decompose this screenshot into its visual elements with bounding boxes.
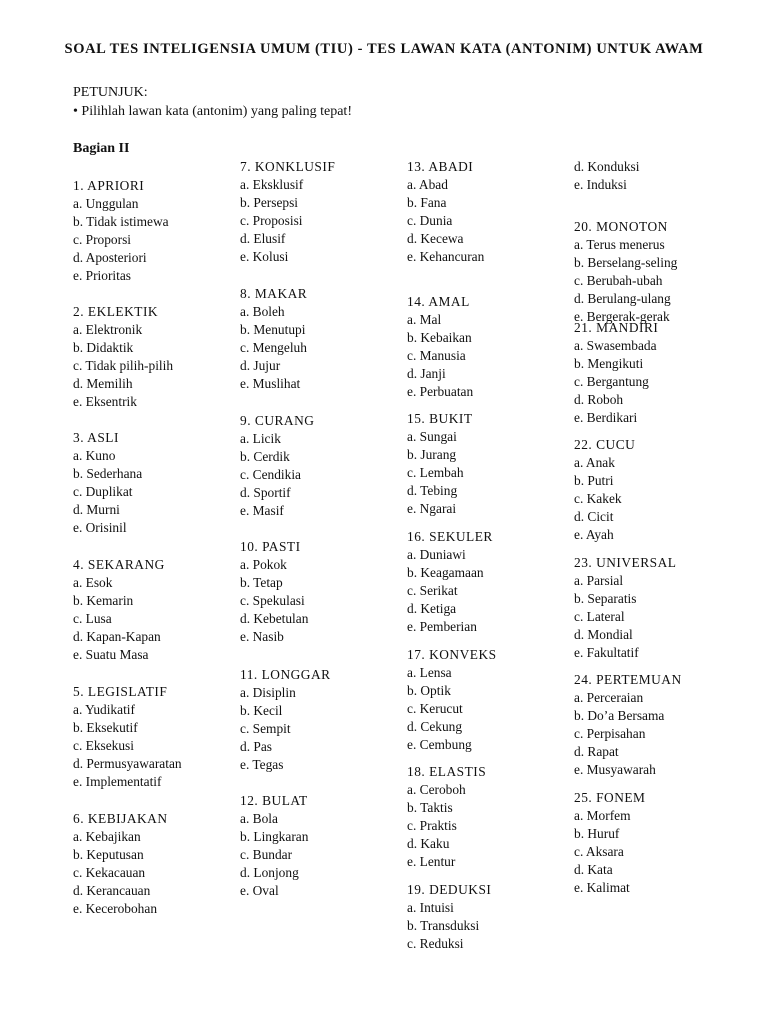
question-7 — [240, 158, 410, 267]
question-5-option-c: c. Eksekusi — [73, 738, 134, 754]
question-6-option-d: d. Kerancauan — [73, 883, 151, 899]
question-23-option-e: e. Fakultatif — [574, 645, 639, 661]
question-14 — [407, 293, 577, 402]
question-17-option-d: d. Cekung — [407, 719, 463, 735]
question-21-option-d: d. Roboh — [574, 392, 624, 408]
question-7-option-b: b. Persepsi — [240, 195, 299, 211]
question-12-option-a: a. Bola — [240, 811, 278, 827]
question-19-continued — [574, 158, 744, 194]
question-20-option-a: a. Terus menerus — [574, 237, 665, 253]
question-12-option-d: d. Lonjong — [240, 865, 299, 881]
question-19 — [407, 881, 577, 953]
question-2-option-b: b. Didaktik — [73, 340, 134, 356]
question-6-option-a: a. Kebajikan — [73, 829, 141, 845]
question-23-option-a: a. Parsial — [574, 573, 624, 589]
question-24-option-b: b. Do’a Bersama — [574, 708, 665, 724]
question-8 — [240, 285, 410, 394]
instructions-item: • Pilihlah lawan kata (antonim) yang paling tepat! — [73, 104, 352, 119]
question-15-option-d: d. Tebing — [407, 483, 458, 499]
question-13-option-a: a. Abad — [407, 177, 448, 193]
instructions-label: PETUNJUK: — [73, 85, 148, 100]
question-8-option-d: d. Jujur — [240, 358, 281, 374]
question-18-option-e: e. Lentur — [407, 854, 456, 870]
question-15-option-b: b. Jurang — [407, 447, 457, 463]
question-14-option-b: b. Kebaikan — [407, 330, 472, 346]
question-17 — [407, 646, 577, 755]
question-22 — [574, 436, 744, 545]
question-21-option-b: b. Mengikuti — [574, 356, 644, 372]
question-11-option-b: b. Kecil — [240, 703, 283, 719]
question-2 — [73, 303, 243, 412]
question-4-option-c: c. Lusa — [73, 611, 112, 627]
question-4-option-a: a. Esok — [73, 575, 113, 591]
question-25-option-b: b. Huruf — [574, 826, 620, 842]
question-9-option-b: b. Cerdik — [240, 449, 290, 465]
question-16-option-c: c. Serikat — [407, 583, 458, 599]
question-1-option-e: e. Prioritas — [73, 268, 132, 284]
question-3-option-d: d. Murni — [73, 502, 120, 518]
question-2-option-e: e. Eksentrik — [73, 394, 137, 410]
question-15-word: 15. BUKIT — [407, 411, 473, 426]
question-10-option-d: d. Kebetulan — [240, 611, 309, 627]
question-8-option-a: a. Boleh — [240, 304, 285, 320]
question-11-option-e: e. Tegas — [240, 757, 284, 773]
question-9-option-c: c. Cendikia — [240, 467, 301, 483]
question-13-option-d: d. Kecewa — [407, 231, 464, 247]
question-13-option-b: b. Fana — [407, 195, 447, 211]
question-17-option-b: b. Optik — [407, 683, 451, 699]
question-17-option-e: e. Cembung — [407, 737, 472, 753]
question-9-option-d: d. Sportif — [240, 485, 291, 501]
question-11-option-d: d. Pas — [240, 739, 272, 755]
question-2-option-a: a. Elektronik — [73, 322, 143, 338]
question-18-option-d: d. Kaku — [407, 836, 450, 852]
question-15 — [407, 410, 577, 519]
question-10-option-c: c. Spekulasi — [240, 593, 305, 609]
question-19-option-b: b. Transduksi — [407, 918, 480, 934]
question-20-option-b: b. Berselang-seling — [574, 255, 678, 271]
question-2-option-c: c. Tidak pilih-pilih — [73, 358, 174, 374]
question-2-option-d: d. Memilih — [73, 376, 133, 392]
question-11-word: 11. LONGGAR — [240, 667, 331, 682]
question-20-option-e: e. Bergerak-gerak — [574, 309, 670, 325]
question-8-option-c: c. Mengeluh — [240, 340, 307, 356]
question-12-option-c: c. Bundar — [240, 847, 293, 863]
question-21 — [574, 319, 744, 428]
question-19-option-a: a. Intuisi — [407, 900, 454, 916]
question-5-option-b: b. Eksekutif — [73, 720, 138, 736]
question-20-option-d: d. Berulang-ulang — [574, 291, 671, 307]
question-23-option-b: b. Separatis — [574, 591, 637, 607]
question-22-option-c: c. Kakek — [574, 491, 622, 507]
question-5-option-d: d. Permusyawaratan — [73, 756, 182, 772]
question-12 — [240, 792, 410, 901]
question-25-option-d: d. Kata — [574, 862, 613, 878]
question-21-option-a: a. Swasembada — [574, 338, 657, 354]
question-7-option-d: d. Elusif — [240, 231, 286, 247]
question-25-option-c: c. Aksara — [574, 844, 624, 860]
question-5-word: 5. LEGISLATIF — [73, 684, 168, 699]
question-1-word: 1. APRIORI — [73, 178, 145, 193]
question-13-word: 13. ABADI — [407, 159, 474, 174]
question-1-option-d: d. Aposteriori — [73, 250, 147, 266]
question-7-option-a: a. Eksklusif — [240, 177, 304, 193]
question-22-option-e: e. Ayah — [574, 527, 614, 543]
question-7-word: 7. KONKLUSIF — [240, 159, 336, 174]
question-15-option-a: a. Sungai — [407, 429, 457, 445]
question-23-option-c: c. Lateral — [574, 609, 625, 625]
question-18-option-c: c. Praktis — [407, 818, 457, 834]
question-22-word: 22. CUCU — [574, 437, 636, 452]
question-24-option-e: e. Musyawarah — [574, 762, 656, 778]
question-14-option-a: a. Mal — [407, 312, 442, 328]
question-7-option-e: e. Kolusi — [240, 249, 289, 265]
question-2-word: 2. EKLEKTIK — [73, 304, 159, 319]
question-13-option-e: e. Kehancuran — [407, 249, 485, 265]
question-13 — [407, 158, 577, 267]
question-24-word: 24. PERTEMUAN — [574, 672, 682, 687]
question-13-option-c: c. Dunia — [407, 213, 453, 229]
question-16-word: 16. SEKULER — [407, 529, 493, 544]
question-4-option-e: e. Suatu Masa — [73, 647, 149, 663]
question-8-word: 8. MAKAR — [240, 286, 308, 301]
question-21-option-e: e. Berdikari — [574, 410, 638, 426]
question-3 — [73, 429, 243, 538]
question-3-word: 3. ASLI — [73, 430, 119, 445]
question-22-option-a: a. Anak — [574, 455, 615, 471]
question-3-option-b: b. Sederhana — [73, 466, 143, 482]
question-14-word: 14. AMAL — [407, 294, 470, 309]
question-11 — [240, 666, 410, 775]
question-19-option-d: d. Konduksi — [574, 159, 640, 174]
question-18-option-b: b. Taktis — [407, 800, 453, 816]
question-5 — [73, 683, 243, 792]
question-3-option-c: c. Duplikat — [73, 484, 133, 500]
question-24-option-d: d. Rapat — [574, 744, 619, 760]
question-15-option-c: c. Lembah — [407, 465, 464, 481]
question-9-option-a: a. Licik — [240, 431, 281, 447]
question-1 — [73, 177, 243, 286]
question-20 — [574, 218, 744, 327]
question-21-word: 21. MANDIRI — [574, 320, 659, 335]
question-19-option-c: c. Reduksi — [407, 936, 464, 952]
question-20-option-c: c. Berubah-ubah — [574, 273, 663, 289]
question-7-option-c: c. Proposisi — [240, 213, 303, 229]
question-10-option-b: b. Tetap — [240, 575, 283, 591]
question-22-option-d: d. Cicit — [574, 509, 614, 525]
question-6-option-b: b. Keputusan — [73, 847, 144, 863]
question-11-option-a: a. Disiplin — [240, 685, 296, 701]
question-12-word: 12. BULAT — [240, 793, 308, 808]
question-4-option-d: d. Kapan-Kapan — [73, 629, 161, 645]
question-5-option-e: e. Implementatif — [73, 774, 162, 790]
question-5-option-a: a. Yudikatif — [73, 702, 135, 718]
question-4-option-b: b. Kemarin — [73, 593, 134, 609]
question-24-option-c: c. Perpisahan — [574, 726, 646, 742]
question-14-option-e: e. Perbuatan — [407, 384, 474, 400]
page-title: SOAL TES INTELIGENSIA UMUM (TIU) - TES LAWAN KATA (ANTONIM) UNTUK AWAM — [64, 41, 704, 57]
question-25-option-e: e. Kalimat — [574, 880, 630, 896]
question-18-word: 18. ELASTIS — [407, 764, 487, 779]
section-title: Bagian II — [73, 141, 130, 156]
question-19-option-e: e. Induksi — [574, 177, 627, 193]
question-18-option-a: a. Ceroboh — [407, 782, 466, 798]
question-18 — [407, 763, 577, 872]
question-23-word: 23. UNIVERSAL — [574, 555, 677, 570]
question-15-option-e: e. Ngarai — [407, 501, 457, 517]
question-6-option-e: e. Kecerobohan — [73, 901, 158, 917]
question-8-option-e: e. Muslihat — [240, 376, 301, 392]
question-16-option-d: d. Ketiga — [407, 601, 457, 617]
question-22-option-b: b. Putri — [574, 473, 614, 489]
question-16-option-a: a. Duniawi — [407, 547, 466, 563]
question-17-option-c: c. Kerucut — [407, 701, 463, 717]
question-21-option-c: c. Bergantung — [574, 374, 649, 390]
question-10-word: 10. PASTI — [240, 539, 301, 554]
question-12-option-e: e. Oval — [240, 883, 279, 899]
question-16 — [407, 528, 577, 637]
question-25 — [574, 789, 744, 898]
question-3-option-e: e. Orisinil — [73, 520, 127, 536]
question-10 — [240, 538, 410, 647]
question-8-option-b: b. Menutupi — [240, 322, 306, 338]
question-9-word: 9. CURANG — [240, 413, 315, 428]
question-11-option-c: c. Sempit — [240, 721, 291, 737]
question-1-option-b: b. Tidak istimewa — [73, 214, 169, 230]
question-10-option-a: a. Pokok — [240, 557, 287, 573]
question-12-option-b: b. Lingkaran — [240, 829, 309, 845]
question-14-option-d: d. Janji — [407, 366, 446, 382]
question-9 — [240, 412, 410, 521]
question-6-option-c: c. Kekacauan — [73, 865, 146, 881]
question-6 — [73, 810, 243, 919]
question-17-word: 17. KONVEKS — [407, 647, 497, 662]
question-24-option-a: a. Perceraian — [574, 690, 644, 706]
question-23 — [574, 554, 744, 663]
question-16-option-b: b. Keagamaan — [407, 565, 484, 581]
question-20-word: 20. MONOTON — [574, 219, 668, 234]
question-1-option-a: a. Unggulan — [73, 196, 139, 212]
question-24 — [574, 671, 744, 780]
question-3-option-a: a. Kuno — [73, 448, 116, 464]
question-1-option-c: c. Proporsi — [73, 232, 132, 248]
question-19-word: 19. DEDUKSI — [407, 882, 492, 897]
question-4-word: 4. SEKARANG — [73, 557, 165, 572]
question-9-option-e: e. Masif — [240, 503, 284, 519]
question-16-option-e: e. Pemberian — [407, 619, 477, 635]
question-23-option-d: d. Mondial — [574, 627, 633, 643]
question-25-word: 25. FONEM — [574, 790, 646, 805]
question-14-option-c: c. Manusia — [407, 348, 466, 364]
question-25-option-a: a. Morfem — [574, 808, 631, 824]
question-4 — [73, 556, 243, 665]
question-17-option-a: a. Lensa — [407, 665, 452, 681]
question-6-word: 6. KEBIJAKAN — [73, 811, 168, 826]
question-10-option-e: e. Nasib — [240, 629, 284, 645]
